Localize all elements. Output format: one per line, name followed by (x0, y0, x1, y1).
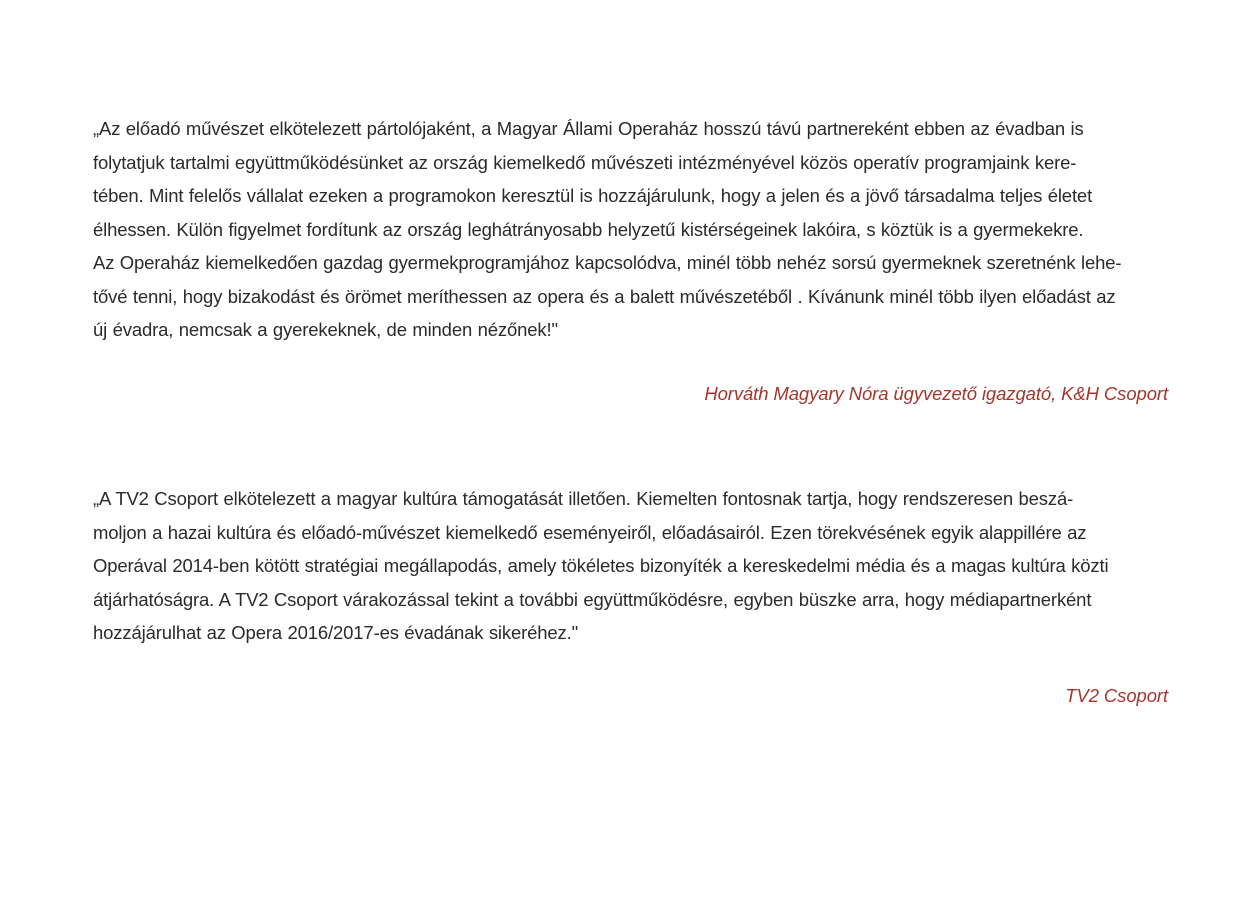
quote-attribution: Horváth Magyary Nóra ügyvezető igazgató, K&H Csoport (704, 383, 1168, 404)
quote-line: „Az előadó művészet elkötelezett pártolójaként, a Magyar Állami Operaház hosszú távú partnereként ebben az évadban is (93, 118, 1084, 139)
quote-line: moljon a hazai kultúra és előadó-művészet kiemelkedő eseményeiről, előadásairól. Ezen törekvésének egyik alappillére az (93, 521, 1087, 543)
quote-line: hozzájárulhat az Opera 2016/2017-es évadának sikeréhez." (93, 622, 579, 643)
quote-line: tővé tenni, hogy bizakodást és örömet meríthessen az opera és a balett művészetéből . Kívánunk minél több ilyen előadást az (93, 285, 1116, 307)
quote-line: Operával 2014-ben kötött stratégiai megállapodás, amely tökéletes bizonyíték a kereskedelmi média és a magas kultúra közti (93, 555, 1109, 576)
quote-tv2 (93, 482, 1170, 650)
quote-line: tében. Mint felelős vállalat ezeken a programokon keresztül is hozzájárulunk, hogy a jelen és a jövő társadalma teljes életet (93, 185, 1093, 206)
quote-khbank (93, 112, 1170, 347)
quote-line: átjárhatóságra. A TV2 Csoport várakozással tekint a további együttműködésre, egyben büszke arra, hogy médiapartnerként (93, 588, 1092, 610)
quote-line: „A TV2 Csoport elkötelezett a magyar kultúra támogatását illetően. Kiemelten fontosnak tartja, hogy rendszeresen beszá- (93, 488, 1074, 509)
quote-attribution: TV2 Csoport (1065, 685, 1168, 706)
quote-line: folytatjuk tartalmi együttműködésünket az ország kiemelkedő művészeti intézményével közös operatív programjaink kere- (93, 151, 1077, 173)
quote-text (93, 482, 1170, 650)
quote-line: Az Operaház kiemelkedően gazdag gyermekprogramjához kapcsolódva, minél több nehéz sorsú gyermeknek szeretnénk lehe- (93, 252, 1122, 273)
quote-line: új évadra, nemcsak a gyerekeknek, de minden nézőnek!" (93, 319, 558, 340)
quote-text (93, 112, 1170, 347)
quote-line: élhessen. Külön figyelmet fordítunk az ország leghátrányosabb helyzetű kistérségeinek lakóira, s köztük is a gyermekekre. (93, 218, 1084, 240)
